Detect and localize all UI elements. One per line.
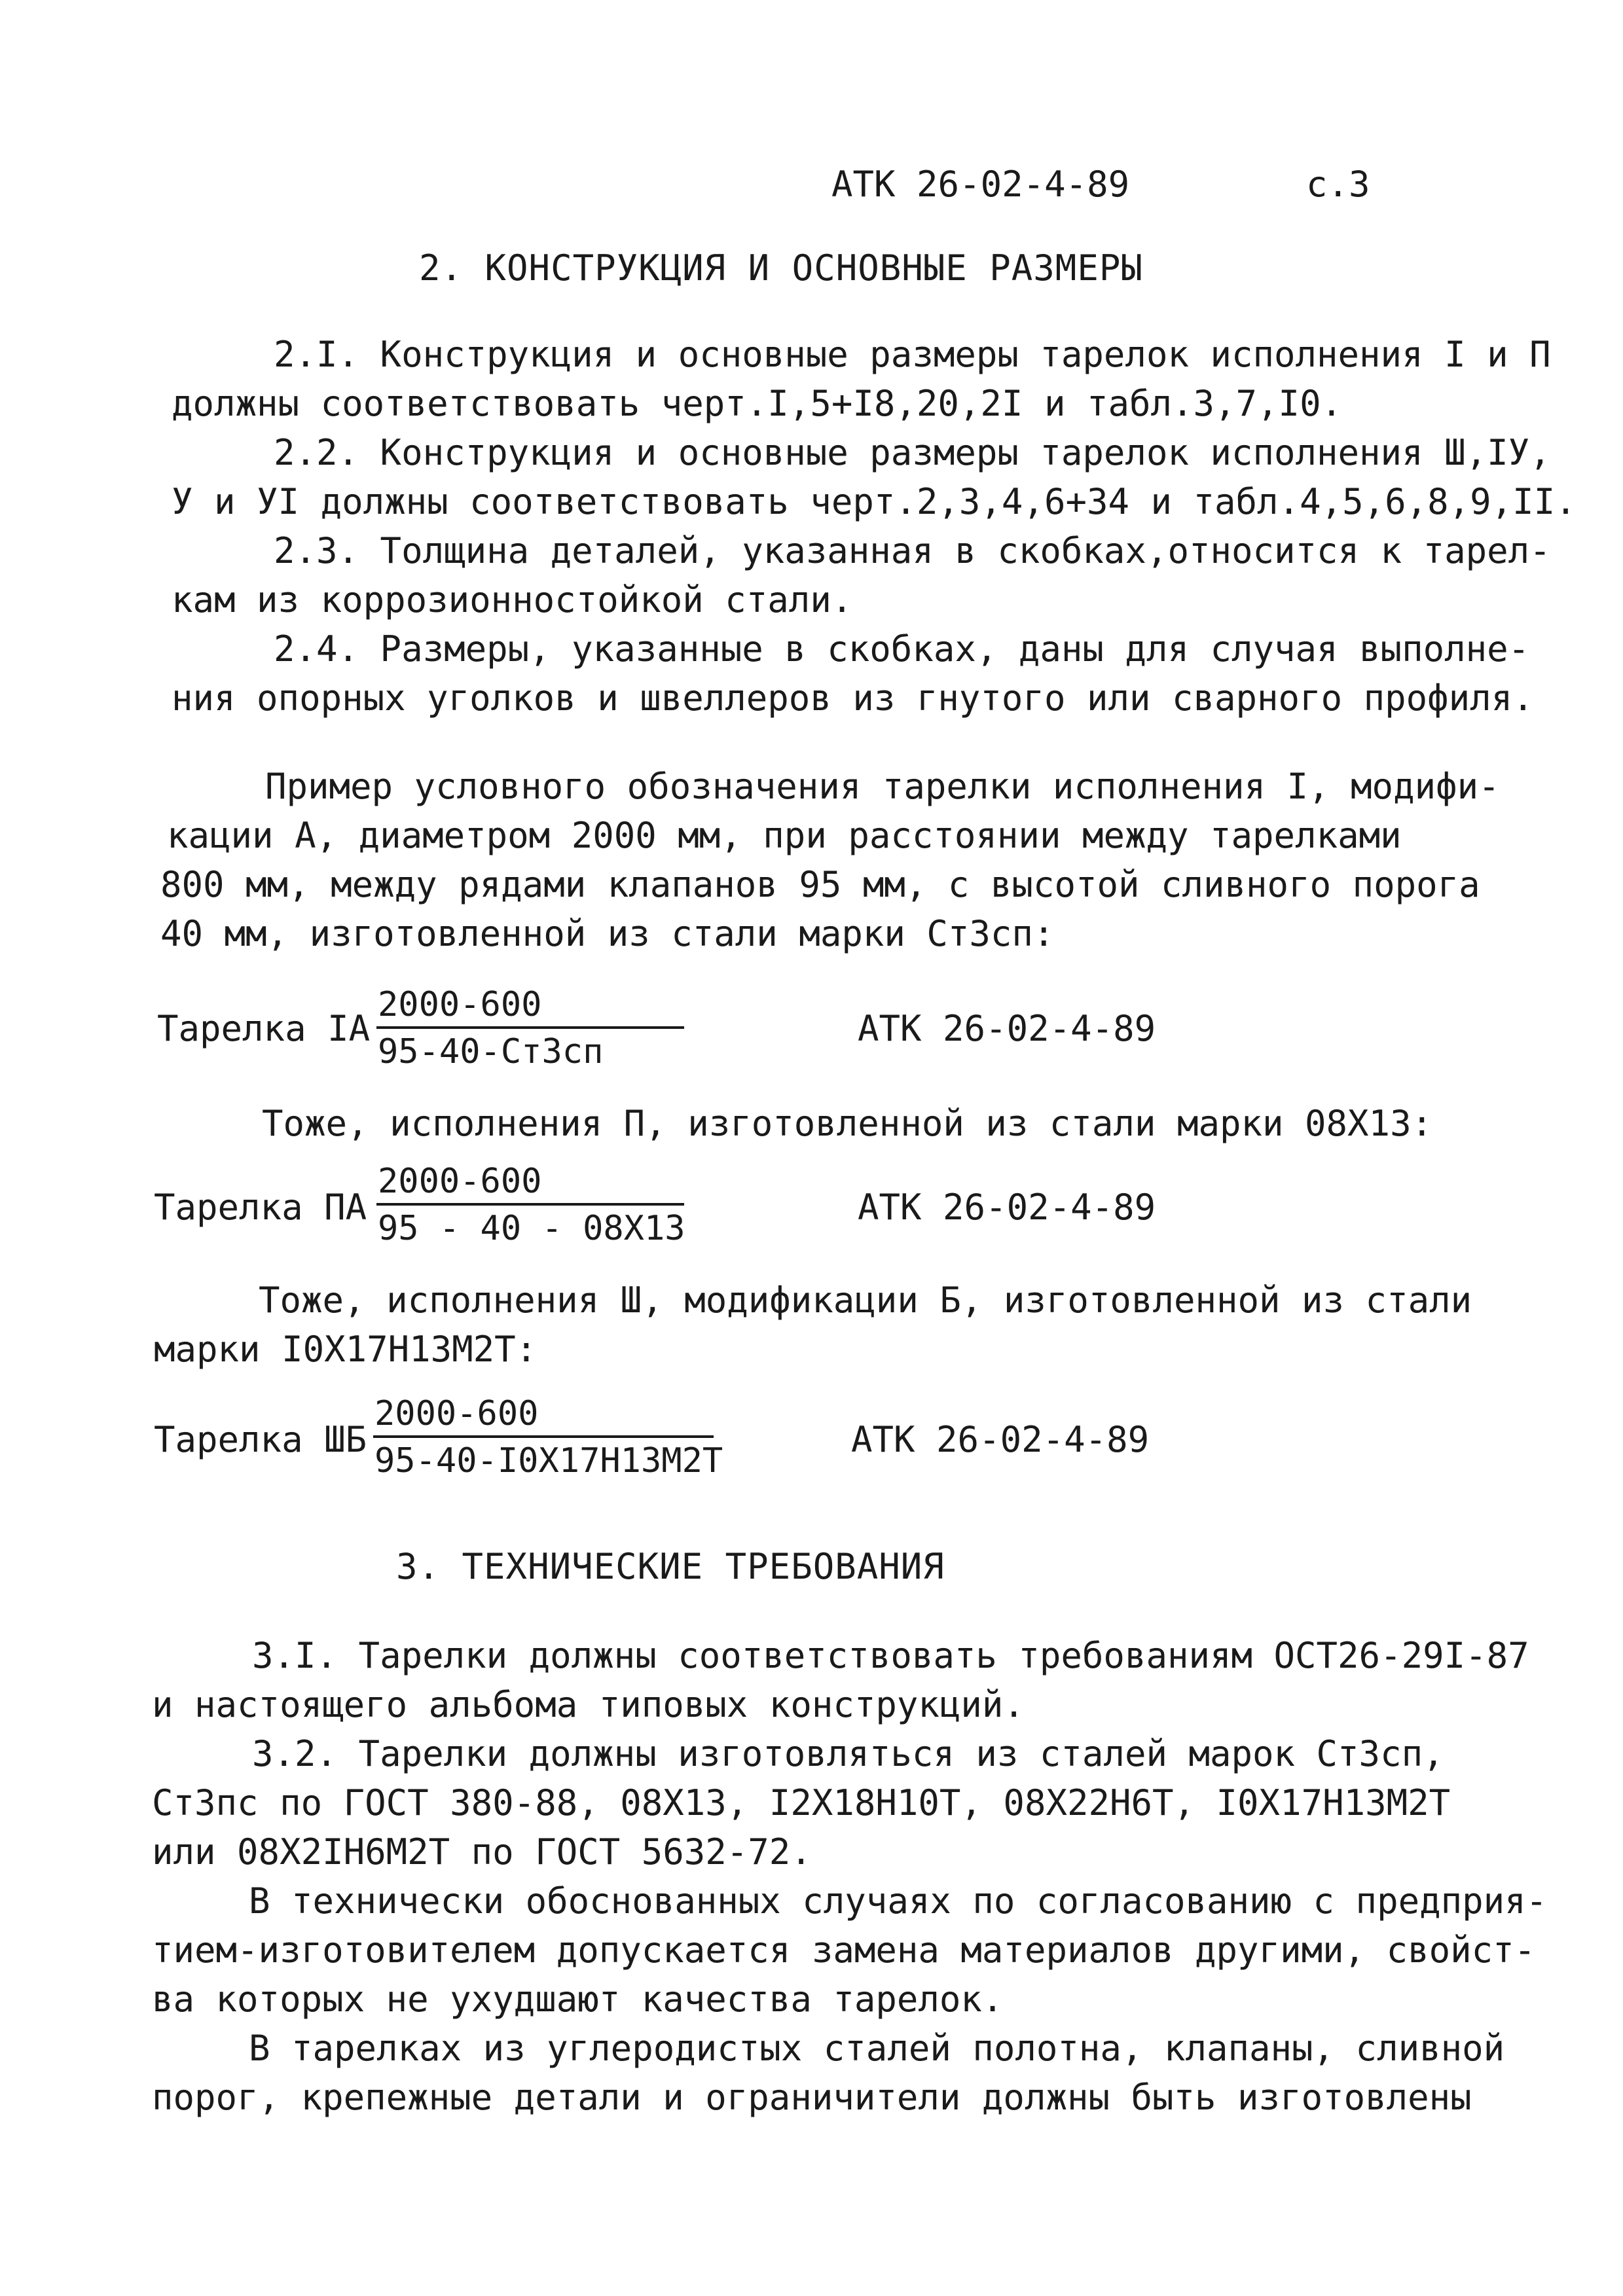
- paragraph-line: или 08Х2IН6М2Т по ГОСТ 5632-72.: [152, 1831, 812, 1873]
- section-2-heading: 2. КОНСТРУКЦИЯ И ОСНОВНЫЕ РАЗМЕРЫ: [419, 247, 1143, 289]
- paragraph-line: ва которых не ухудшают качества тарелок.: [152, 1979, 1004, 2020]
- example-line: кации А, диаметром 2000 мм, при расстоянии между тарелками: [167, 815, 1402, 856]
- fraction-denominator: 95 - 40 - 08Х13: [378, 1209, 685, 1248]
- designation-label: Тарелка ПА: [154, 1187, 367, 1228]
- paragraph-line: ния опорных уголков и швеллеров из гнутого или сварного профиля.: [172, 677, 1534, 719]
- paragraph-line: 3.I. Тарелки должны соответствовать требованиям ОСТ26-29I-87: [252, 1635, 1529, 1676]
- page-number: с.3: [1306, 164, 1370, 205]
- fraction-numerator: 2000-600: [374, 1394, 539, 1433]
- paragraph-line: В технически обоснованных случаях по согласованию с предприя-: [249, 1880, 1548, 1922]
- paragraph-line: кам из коррозионностойкой стали.: [172, 579, 853, 620]
- paragraph-line: В тарелках из углеродистых сталей полотна, клапаны, сливной: [249, 2028, 1505, 2069]
- example-line: Пример условного обозначения тарелки исполнения I, модифи-: [265, 766, 1500, 807]
- fraction-numerator: 2000-600: [378, 1162, 542, 1201]
- fraction-denominator: 95-40-I0Х17Н13М2Т: [374, 1441, 723, 1480]
- designation-code: АТК 26-02-4-89: [858, 1187, 1156, 1228]
- paragraph-line: 2.3. Толщина деталей, указанная в скобках,относится к тарел-: [274, 530, 1551, 571]
- designation-label: Тарелка ШБ: [154, 1419, 367, 1460]
- paragraph-line: 2.4. Размеры, указанные в скобках, даны для случая выполне-: [274, 628, 1530, 670]
- paragraph-line: 3.2. Тарелки должны изготовляться из сталей марок Ст3сп,: [252, 1733, 1444, 1774]
- section-3-heading: 3. ТЕХНИЧЕСКИЕ ТРЕБОВАНИЯ: [396, 1546, 945, 1587]
- document-code: АТК 26-02-4-89: [831, 164, 1130, 205]
- same-as-line: Тоже, исполнения Ш, модификации Б, изготовленной из стали: [259, 1280, 1472, 1321]
- paragraph-line: 2.2. Конструкция и основные размеры тарелок исполнения Ш,IУ,: [274, 432, 1551, 473]
- same-as-line: Тоже, исполнения П, изготовленной из стали марки 08Х13:: [262, 1103, 1433, 1144]
- paragraph-line: порог, крепежные детали и ограничители должны быть изготовлены: [152, 2077, 1472, 2118]
- paragraph-line: и настоящего альбома типовых конструкций.: [152, 1684, 1025, 1725]
- example-line: 40 мм, изготовленной из стали марки Ст3сп:: [160, 913, 1055, 954]
- designation-code: АТК 26-02-4-89: [851, 1419, 1150, 1460]
- paragraph-line: должны соответствовать черт.I,5+I8,20,2I и табл.3,7,I0.: [172, 383, 1343, 424]
- paragraph-line: Ст3пс по ГОСТ 380-88, 08Х13, I2Х18Н10Т, 08Х22Н6Т, I0Х17Н13М2Т: [152, 1782, 1451, 1823]
- paragraph-line: 2.I. Конструкция и основные размеры тарелок исполнения I и П: [274, 334, 1551, 375]
- fraction-bar: [376, 1026, 684, 1029]
- same-as-line: марки I0Х17Н13М2Т:: [154, 1329, 538, 1370]
- paragraph-line: У и УI должны соответствовать черт.2,3,4,6+34 и табл.4,5,6,8,9,II.: [172, 481, 1577, 522]
- example-line: 800 мм, между рядами клапанов 95 мм, с высотой сливного порога: [160, 864, 1480, 905]
- designation-code: АТК 26-02-4-89: [858, 1008, 1156, 1049]
- paragraph-line: тием-изготовителем допускается замена материалов другими, свойст-: [152, 1929, 1536, 1971]
- fraction-bar: [373, 1435, 714, 1438]
- fraction-numerator: 2000-600: [378, 985, 542, 1024]
- fraction-bar: [376, 1203, 684, 1206]
- designation-label: Тарелка IА: [157, 1008, 371, 1049]
- fraction-denominator: 95-40-Ст3сп: [378, 1032, 604, 1071]
